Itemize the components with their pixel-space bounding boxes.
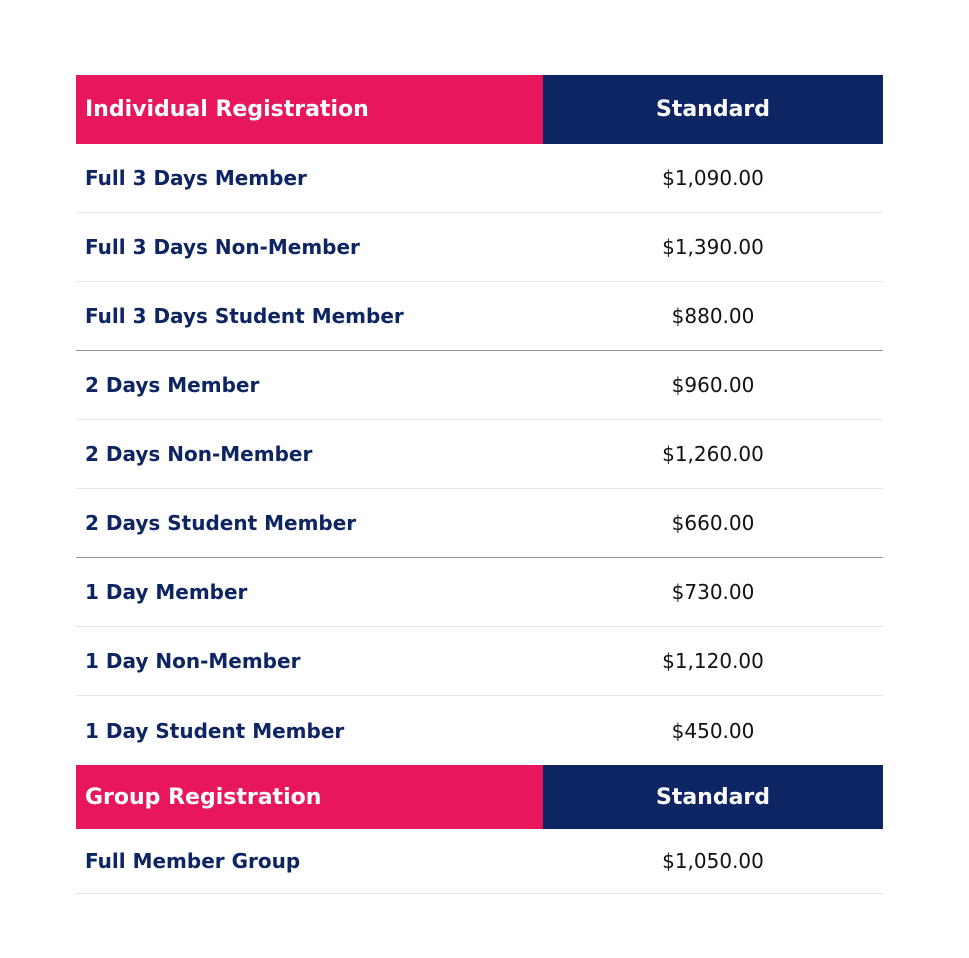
row-label: Full 3 Days Member — [85, 166, 307, 190]
individual-standard-column-header: Standard — [543, 75, 883, 144]
row-label: 1 Day Student Member — [85, 718, 345, 743]
row-price: $730.00 — [671, 580, 755, 604]
table-row — [76, 558, 883, 627]
table-row — [76, 420, 883, 489]
individual-registration-title: Individual Registration — [76, 75, 543, 144]
row-price: $660.00 — [671, 511, 755, 535]
table-row — [76, 696, 883, 765]
row-label: 1 Day Non-Member — [85, 649, 301, 673]
group-standard-column-header: Standard — [543, 765, 883, 829]
row-price: $450.00 — [671, 718, 755, 743]
table-row — [76, 351, 883, 420]
row-label: 2 Days Member — [85, 373, 260, 397]
row-price: $960.00 — [671, 373, 755, 397]
row-label: 2 Days Non-Member — [85, 442, 313, 466]
group-registration-title: Group Registration — [76, 765, 543, 829]
row-price: $1,260.00 — [662, 442, 764, 466]
table-row — [76, 829, 883, 894]
group-registration-header — [76, 765, 883, 829]
row-label: Full Member Group — [85, 849, 301, 873]
row-price: $1,390.00 — [662, 235, 764, 259]
row-price: $1,050.00 — [662, 849, 764, 873]
table-row — [76, 144, 883, 213]
row-price: $1,120.00 — [662, 649, 764, 673]
row-label: 2 Days Student Member — [85, 511, 357, 535]
row-price: $1,090.00 — [662, 166, 764, 190]
pricing-table — [76, 75, 883, 894]
table-row — [76, 627, 883, 696]
row-label: Full 3 Days Non-Member — [85, 235, 360, 259]
row-label: 1 Day Member — [85, 580, 248, 604]
table-row — [76, 489, 883, 558]
row-price: $880.00 — [671, 304, 755, 328]
individual-registration-header — [76, 75, 883, 144]
row-label: Full 3 Days Student Member — [85, 304, 404, 328]
table-row — [76, 213, 883, 282]
table-row — [76, 282, 883, 351]
